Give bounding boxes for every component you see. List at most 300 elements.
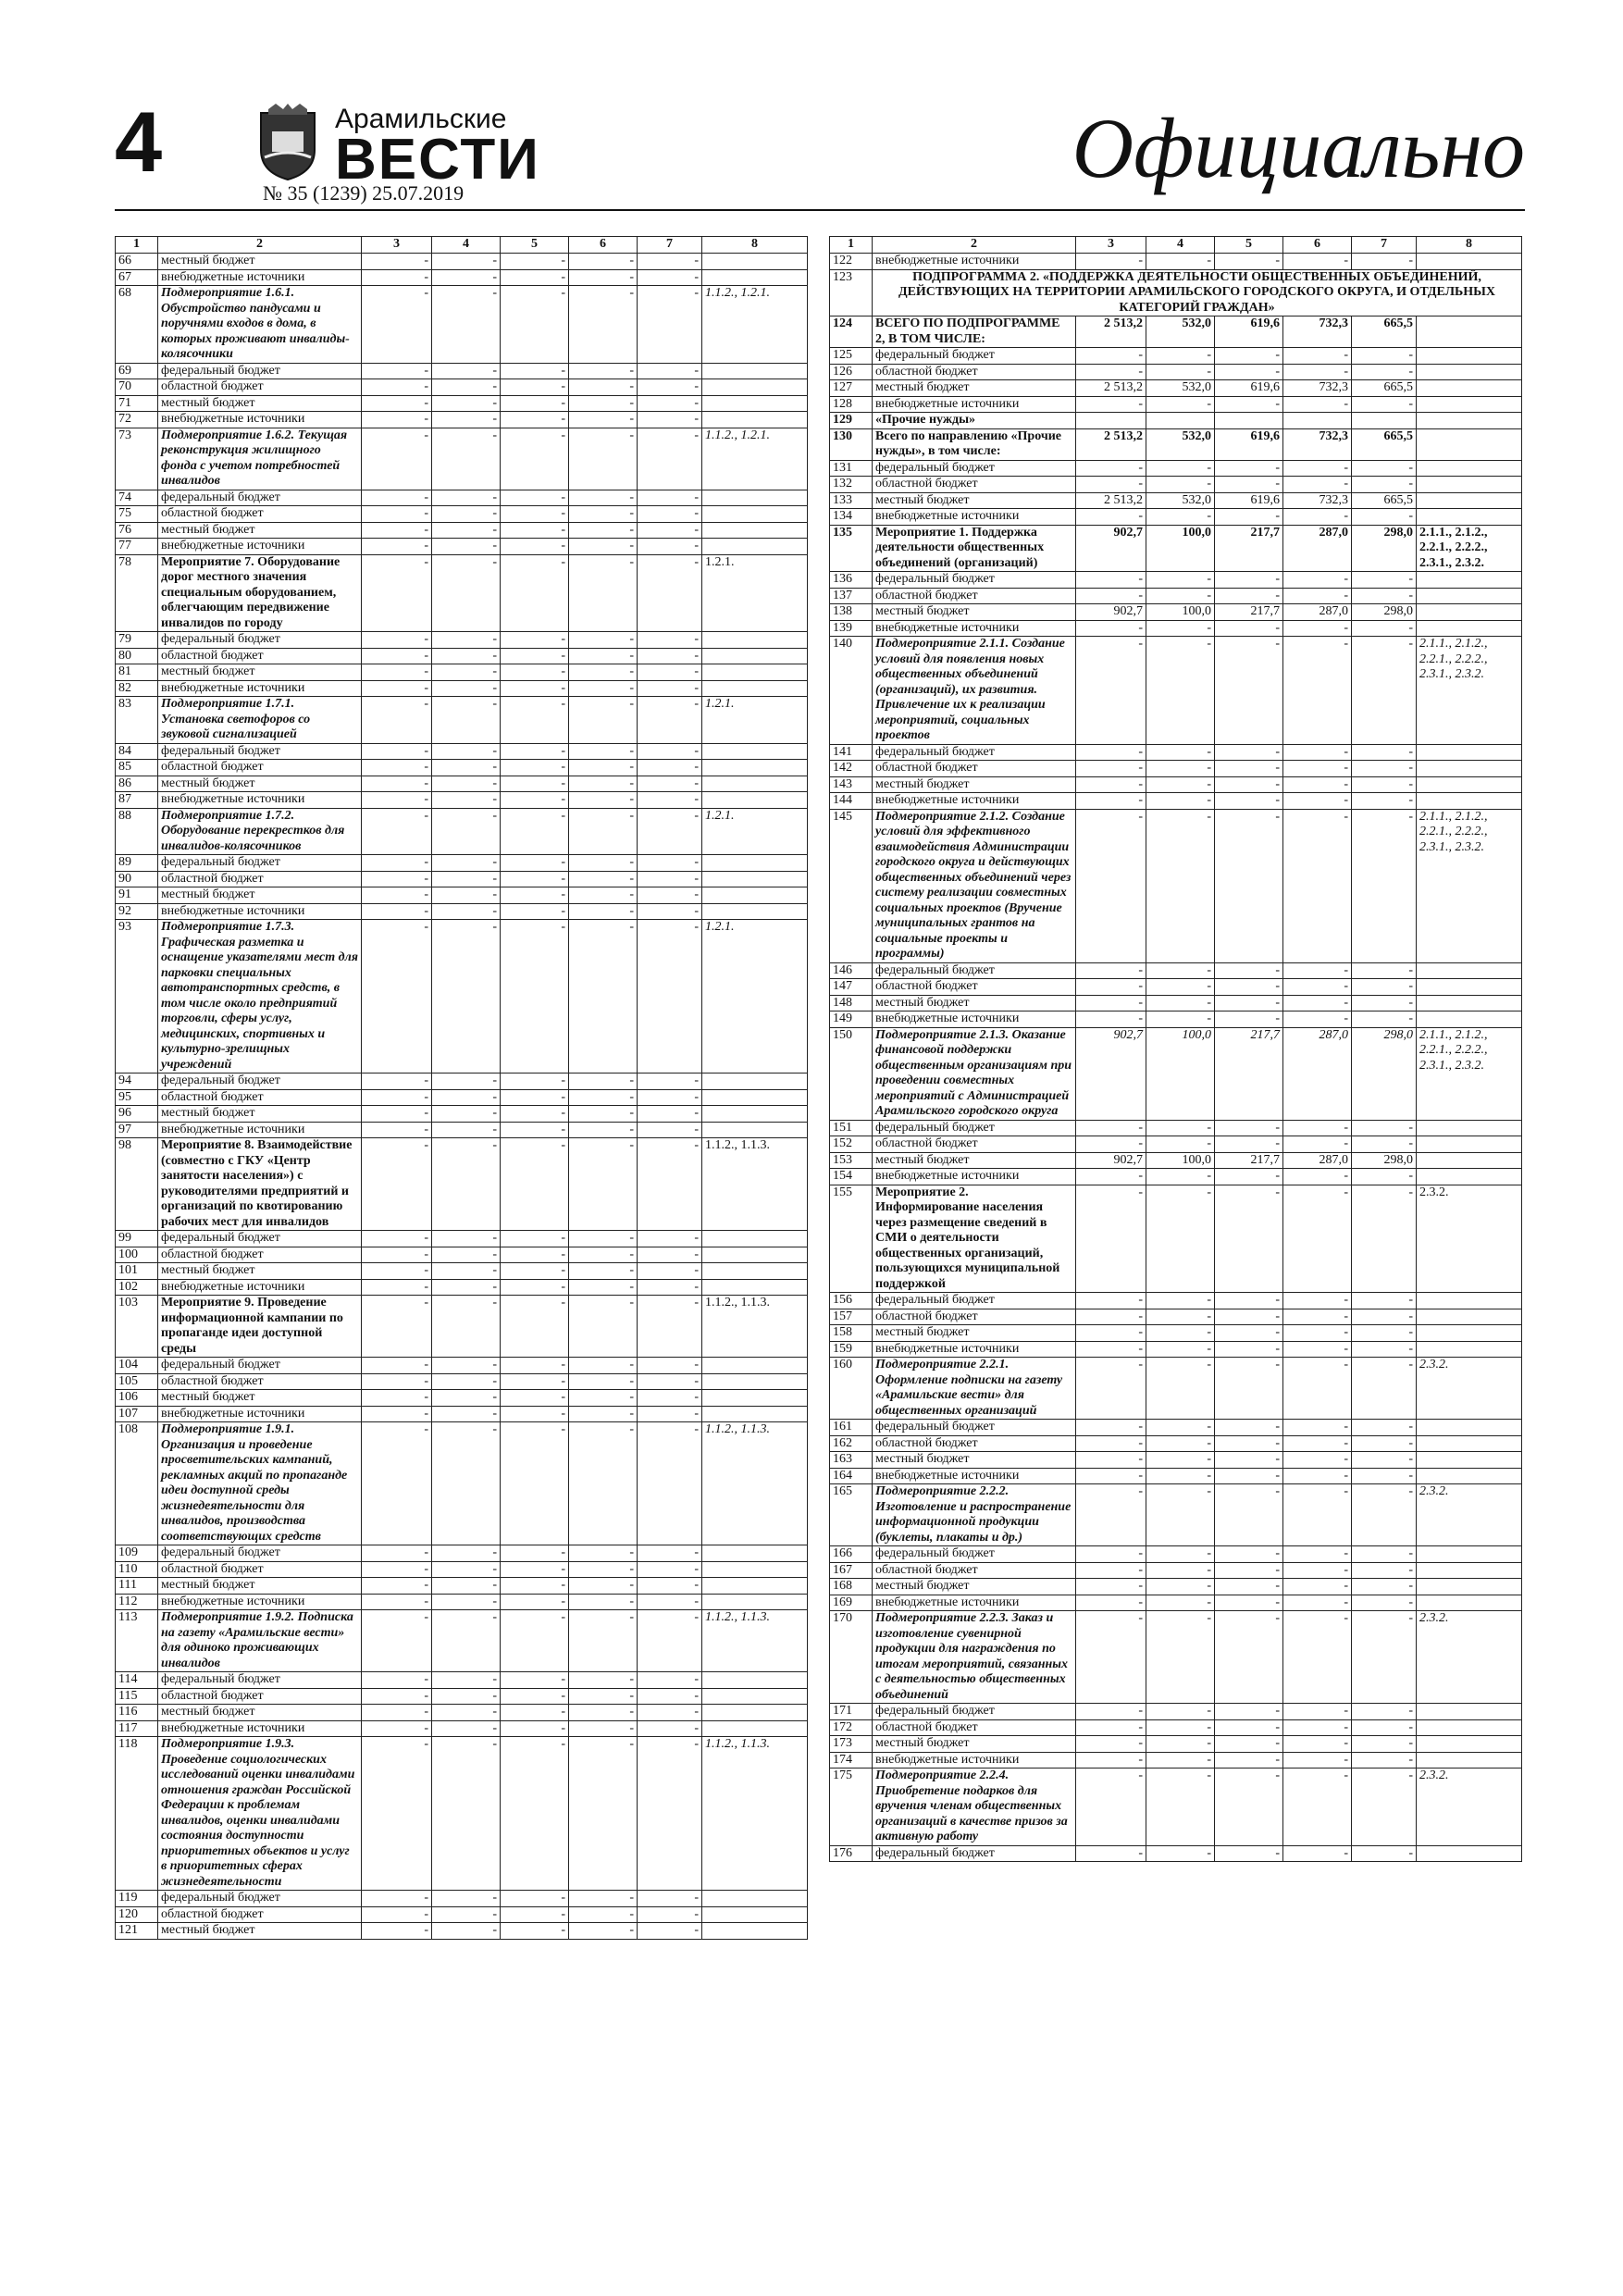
value-cell: - <box>569 1247 638 1263</box>
value-cell: - <box>1146 962 1215 979</box>
target-codes: 1.1.2., 1.1.3. <box>702 1610 808 1672</box>
row-number: 79 <box>116 632 158 649</box>
value-cell: - <box>638 379 702 396</box>
value-cell: - <box>501 554 569 632</box>
row-number: 132 <box>830 477 873 493</box>
value-cell: - <box>1215 962 1283 979</box>
value-cell: - <box>1146 744 1215 761</box>
value-cell: - <box>1215 1562 1283 1579</box>
target-codes <box>702 1705 808 1721</box>
value-cell: - <box>569 855 638 872</box>
value-cell: - <box>501 1406 569 1422</box>
value-cell: - <box>569 1891 638 1907</box>
table-row <box>830 1309 1522 1325</box>
value-cell: - <box>1146 1309 1215 1325</box>
target-codes <box>1417 1309 1522 1325</box>
value-cell: - <box>362 1138 432 1231</box>
value-cell: - <box>638 1594 702 1610</box>
target-codes: 2.3.2. <box>1417 1358 1522 1420</box>
row-description: внебюджетные источники <box>873 509 1076 526</box>
value-cell: - <box>1215 809 1283 962</box>
value-cell: - <box>1076 1468 1146 1484</box>
table-row <box>830 1120 1522 1136</box>
value-cell: - <box>1076 1169 1146 1185</box>
value-cell: - <box>569 539 638 555</box>
value-cell: - <box>362 1578 432 1595</box>
row-description: областной бюджет <box>873 477 1076 493</box>
table-row <box>116 760 808 776</box>
value-cell: - <box>432 1923 501 1940</box>
value-cell: - <box>569 664 638 681</box>
value-cell: 2 513,2 <box>1076 380 1146 397</box>
value-cell: - <box>569 1422 638 1545</box>
target-codes: 2.1.1., 2.1.2., 2.2.1., 2.2.2., 2.3.1., 2.3.2. <box>1417 637 1522 745</box>
value-cell: - <box>362 363 432 379</box>
value-cell: - <box>501 1390 569 1407</box>
value-cell: - <box>1215 1325 1283 1342</box>
value-cell: - <box>432 395 501 412</box>
value-cell: - <box>569 1672 638 1689</box>
value-cell: - <box>569 554 638 632</box>
table-row <box>116 1373 808 1390</box>
value-cell: - <box>638 1561 702 1578</box>
row-description: федеральный бюджет <box>873 572 1076 589</box>
row-number: 176 <box>830 1845 873 1862</box>
row-number: 77 <box>116 539 158 555</box>
value-cell: - <box>1283 348 1352 365</box>
value-cell: - <box>1146 776 1215 793</box>
row-number: 169 <box>830 1595 873 1611</box>
row-number: 106 <box>116 1390 158 1407</box>
value-cell: - <box>1283 396 1352 413</box>
value-cell: - <box>569 286 638 364</box>
row-description: Подмероприятие 2.2.4. Приобретение подарков для вручения членам общественных организаций в качестве призов за активную работу <box>873 1769 1076 1846</box>
row-description: местный бюджет <box>873 1325 1076 1342</box>
value-cell: - <box>501 1906 569 1923</box>
table-row <box>830 1719 1522 1736</box>
row-number: 140 <box>830 637 873 745</box>
row-number: 99 <box>116 1231 158 1247</box>
value-cell: - <box>1283 254 1352 270</box>
col-header: 6 <box>1283 237 1352 254</box>
value-cell: - <box>1352 1309 1417 1325</box>
table-row <box>116 1705 808 1721</box>
value-cell: - <box>362 1545 432 1562</box>
issue-info: № 35 (1239) 25.07.2019 <box>263 181 465 205</box>
table-row <box>830 1736 1522 1753</box>
row-number: 76 <box>116 522 158 539</box>
value-cell: - <box>1283 962 1352 979</box>
value-cell: - <box>362 1247 432 1263</box>
value-cell: - <box>362 1406 432 1422</box>
value-cell: - <box>1352 1719 1417 1736</box>
row-number: 113 <box>116 1610 158 1672</box>
target-codes <box>1417 1546 1522 1563</box>
target-codes <box>702 632 808 649</box>
row-description: федеральный бюджет <box>158 1358 362 1374</box>
value-cell: - <box>1215 1136 1283 1153</box>
value-cell: 732,3 <box>1283 492 1352 509</box>
value-cell: - <box>1352 1293 1417 1309</box>
target-codes <box>702 1891 808 1907</box>
target-codes: 2.3.2. <box>1417 1769 1522 1846</box>
value-cell: - <box>1215 396 1283 413</box>
table-row <box>830 492 1522 509</box>
value-cell: - <box>1283 1435 1352 1452</box>
row-description: местный бюджет <box>158 1263 362 1280</box>
table-row <box>830 1325 1522 1342</box>
target-codes: 2.1.1., 2.1.2., 2.2.1., 2.2.2., 2.3.1., 2.3.2. <box>1417 1027 1522 1120</box>
table-row <box>830 460 1522 477</box>
value-cell: - <box>432 1358 501 1374</box>
row-description: областной бюджет <box>158 379 362 396</box>
value-cell: - <box>638 776 702 792</box>
table-row <box>830 1579 1522 1595</box>
row-description: федеральный бюджет <box>873 1120 1076 1136</box>
row-number: 109 <box>116 1545 158 1562</box>
target-codes <box>1417 761 1522 777</box>
value-cell: - <box>362 1906 432 1923</box>
value-cell: - <box>432 648 501 664</box>
row-description: местный бюджет <box>158 1705 362 1721</box>
value-cell: - <box>569 920 638 1074</box>
value-cell: - <box>501 506 569 523</box>
row-number: 116 <box>116 1705 158 1721</box>
row-number: 124 <box>830 316 873 348</box>
value-cell: - <box>501 286 569 364</box>
table-row <box>116 1923 808 1940</box>
value-cell: - <box>569 1373 638 1390</box>
value-cell: - <box>362 808 432 855</box>
table-row <box>830 1136 1522 1153</box>
target-codes <box>1417 604 1522 621</box>
row-description: Подмероприятие 1.6.1. Обустройство пандусами и поручнями входов в дома, в которых проживают инвалиды-колясочники <box>158 286 362 364</box>
table-row <box>830 1293 1522 1309</box>
target-codes <box>1417 1704 1522 1720</box>
value-cell: - <box>1352 396 1417 413</box>
value-cell: - <box>1076 1293 1146 1309</box>
value-cell: - <box>1146 1562 1215 1579</box>
target-codes <box>1417 477 1522 493</box>
value-cell: - <box>1352 364 1417 380</box>
value-cell: - <box>501 887 569 904</box>
value-cell: - <box>1352 1325 1417 1342</box>
value-cell: - <box>432 1279 501 1296</box>
value-cell: - <box>1146 588 1215 604</box>
row-number: 85 <box>116 760 158 776</box>
value-cell: - <box>569 1106 638 1123</box>
row-number: 96 <box>116 1106 158 1123</box>
target-codes <box>702 855 808 872</box>
value-cell: - <box>1352 572 1417 589</box>
table-row <box>830 1169 1522 1185</box>
value-cell: - <box>638 286 702 364</box>
value-cell: - <box>638 1358 702 1374</box>
value-cell: - <box>1283 793 1352 810</box>
target-codes <box>1417 1325 1522 1342</box>
row-number: 72 <box>116 412 158 428</box>
table-row <box>116 1891 808 1907</box>
value-cell: 902,7 <box>1076 525 1146 572</box>
value-cell: 732,3 <box>1283 316 1352 348</box>
table-row <box>116 1106 808 1123</box>
value-cell: - <box>362 379 432 396</box>
value-cell: - <box>362 412 432 428</box>
table-row <box>830 637 1522 745</box>
value-cell: - <box>569 379 638 396</box>
value-cell: - <box>362 1923 432 1940</box>
value-cell: - <box>1352 1579 1417 1595</box>
value-cell: - <box>501 792 569 809</box>
value-cell: - <box>432 1688 501 1705</box>
value-cell: - <box>1076 1325 1146 1342</box>
row-description: внебюджетные источники <box>158 1279 362 1296</box>
value-cell: - <box>501 1578 569 1595</box>
col-header: 5 <box>501 237 569 254</box>
value-cell: - <box>1352 1185 1417 1293</box>
value-cell: - <box>569 632 638 649</box>
table-row <box>116 379 808 396</box>
row-number: 171 <box>830 1704 873 1720</box>
row-description: федеральный бюджет <box>873 1546 1076 1563</box>
value-cell: - <box>362 1279 432 1296</box>
value-cell: - <box>1215 637 1283 745</box>
value-cell: - <box>1215 995 1283 1011</box>
table-row <box>116 1688 808 1705</box>
value-cell: - <box>501 1923 569 1940</box>
table-row <box>116 1672 808 1689</box>
row-description: федеральный бюджет <box>158 1545 362 1562</box>
row-description: внебюджетные источники <box>158 792 362 809</box>
target-codes <box>702 1672 808 1689</box>
row-description: Мероприятие 9. Проведение информационной кампании по пропаганде идеи доступной среды <box>158 1296 362 1358</box>
value-cell: - <box>1146 1579 1215 1595</box>
target-codes <box>702 1923 808 1940</box>
col-header: 4 <box>432 237 501 254</box>
row-number: 98 <box>116 1138 158 1231</box>
value-cell: - <box>638 1231 702 1247</box>
value-cell: - <box>1352 477 1417 493</box>
table-row <box>116 632 808 649</box>
value-cell: - <box>569 1594 638 1610</box>
target-codes <box>1417 413 1522 429</box>
target-codes <box>1417 1719 1522 1736</box>
row-number: 83 <box>116 697 158 744</box>
value-cell: - <box>1352 620 1417 637</box>
value-cell: - <box>638 1279 702 1296</box>
value-cell: - <box>432 1720 501 1737</box>
value-cell: - <box>501 1074 569 1090</box>
row-number: 100 <box>116 1247 158 1263</box>
table-row <box>830 525 1522 572</box>
value-cell: - <box>432 539 501 555</box>
value-cell: - <box>638 680 702 697</box>
target-codes <box>1417 793 1522 810</box>
value-cell: - <box>1146 477 1215 493</box>
table-row <box>830 588 1522 604</box>
target-codes <box>1417 1468 1522 1484</box>
value-cell: - <box>432 1373 501 1390</box>
value-cell: - <box>1283 1595 1352 1611</box>
value-cell: 287,0 <box>1283 1152 1352 1169</box>
table-row <box>116 1737 808 1891</box>
target-codes: 1.1.2., 1.2.1. <box>702 428 808 490</box>
value-cell: - <box>1076 1752 1146 1769</box>
value-cell: - <box>362 664 432 681</box>
value-cell: - <box>1215 1484 1283 1546</box>
row-number: 70 <box>116 379 158 396</box>
value-cell: - <box>432 490 501 506</box>
value-cell: 532,0 <box>1146 492 1215 509</box>
value-cell: - <box>1352 1611 1417 1704</box>
value-cell: - <box>1352 1845 1417 1862</box>
value-cell: - <box>1283 509 1352 526</box>
value-cell: - <box>1146 979 1215 996</box>
value-cell: - <box>1283 364 1352 380</box>
value-cell: - <box>1076 396 1146 413</box>
value-cell: - <box>432 286 501 364</box>
table-row <box>830 1452 1522 1469</box>
row-description: местный бюджет <box>158 1106 362 1123</box>
value-cell: - <box>1352 1752 1417 1769</box>
target-codes <box>1417 1595 1522 1611</box>
value-cell: - <box>362 428 432 490</box>
row-number: 91 <box>116 887 158 904</box>
target-codes <box>1417 995 1522 1011</box>
target-codes <box>702 680 808 697</box>
value-cell: - <box>1352 1169 1417 1185</box>
value-cell: - <box>1283 1341 1352 1358</box>
value-cell: - <box>1215 1341 1283 1358</box>
table-row <box>116 254 808 270</box>
table-row <box>116 428 808 490</box>
target-codes: 2.1.1., 2.1.2., 2.2.1., 2.2.2., 2.3.1., 2.3.2. <box>1417 525 1522 572</box>
value-cell: - <box>432 1705 501 1721</box>
value-cell: - <box>432 1106 501 1123</box>
value-cell: - <box>362 1594 432 1610</box>
row-number: 123 <box>830 269 873 316</box>
value-cell: - <box>1076 1845 1146 1862</box>
value-cell: - <box>1076 979 1146 996</box>
target-codes: 2.1.1., 2.1.2., 2.2.1., 2.2.2., 2.3.1., 2.3.2. <box>1417 809 1522 962</box>
value-cell: - <box>501 632 569 649</box>
value-cell: - <box>501 1610 569 1672</box>
value-cell: - <box>1352 1435 1417 1452</box>
row-description: внебюджетные источники <box>873 1595 1076 1611</box>
value-cell: - <box>1283 1752 1352 1769</box>
value-cell: - <box>432 855 501 872</box>
value-cell: - <box>1215 1468 1283 1484</box>
target-codes <box>1417 1011 1522 1028</box>
target-codes <box>702 269 808 286</box>
row-description: Всего по направлению «Прочие нужды», в том числе: <box>873 428 1076 460</box>
row-description: ВСЕГО ПО ПОДПРОГРАММЕ 2, В ТОМ ЧИСЛЕ: <box>873 316 1076 348</box>
value-cell: - <box>569 1263 638 1280</box>
value-cell: - <box>569 903 638 920</box>
value-cell: - <box>432 1594 501 1610</box>
value-cell: - <box>432 506 501 523</box>
value-cell: 298,0 <box>1352 525 1417 572</box>
table-row <box>830 348 1522 365</box>
value-cell: - <box>1283 1309 1352 1325</box>
value-cell: - <box>638 539 702 555</box>
table-row <box>116 697 808 744</box>
col-header: 2 <box>873 237 1076 254</box>
value-cell: - <box>1146 1468 1215 1484</box>
target-codes <box>1417 316 1522 348</box>
value-cell: - <box>638 1138 702 1231</box>
row-number: 143 <box>830 776 873 793</box>
row-number: 103 <box>116 1296 158 1358</box>
table-row <box>116 539 808 555</box>
row-number: 95 <box>116 1089 158 1106</box>
row-description: областной бюджет <box>873 1435 1076 1452</box>
value-cell: - <box>1146 793 1215 810</box>
table-row <box>830 413 1522 429</box>
row-number: 168 <box>830 1579 873 1595</box>
target-codes <box>702 1263 808 1280</box>
value-cell: 665,5 <box>1352 380 1417 397</box>
row-number: 120 <box>116 1906 158 1923</box>
target-codes <box>1417 620 1522 637</box>
value-cell: - <box>1352 254 1417 270</box>
table-row <box>830 1435 1522 1452</box>
value-cell: - <box>569 1545 638 1562</box>
budget-table-left <box>115 236 808 1940</box>
value-cell: - <box>1283 1293 1352 1309</box>
row-description: федеральный бюджет <box>873 348 1076 365</box>
target-codes <box>702 1906 808 1923</box>
value-cell: - <box>638 522 702 539</box>
value-cell: - <box>569 1688 638 1705</box>
value-cell: - <box>432 680 501 697</box>
value-cell: - <box>1283 572 1352 589</box>
row-description: внебюджетные источники <box>873 1752 1076 1769</box>
value-cell: - <box>1146 1736 1215 1753</box>
value-cell: - <box>1215 509 1283 526</box>
value-cell: - <box>1283 620 1352 637</box>
coat-of-arms-icon <box>255 104 320 181</box>
table-row <box>116 1390 808 1407</box>
value-cell: - <box>1283 1546 1352 1563</box>
table-row <box>830 1546 1522 1563</box>
table-row <box>830 572 1522 589</box>
row-description: Мероприятие 2. Информирование населения через размещение сведений в СМИ о деятельности общественных организаций, пользующихся муниципальной поддержкой <box>873 1185 1076 1293</box>
target-codes <box>702 648 808 664</box>
value-cell: - <box>1352 1704 1417 1720</box>
table-row <box>830 1484 1522 1546</box>
value-cell: - <box>1283 1484 1352 1546</box>
value-cell: - <box>362 680 432 697</box>
value-cell: - <box>1283 1769 1352 1846</box>
table-row <box>116 648 808 664</box>
value-cell: - <box>1352 1341 1417 1358</box>
value-cell: 298,0 <box>1352 1027 1417 1120</box>
row-description: Подмероприятие 1.9.2. Подписка на газету «Арамильские вести» для одиноко проживающих инвалидов <box>158 1610 362 1672</box>
row-number: 97 <box>116 1122 158 1138</box>
value-cell: - <box>1283 1420 1352 1436</box>
row-number: 126 <box>830 364 873 380</box>
value-cell: - <box>638 412 702 428</box>
value-cell: - <box>638 1089 702 1106</box>
value-cell: - <box>432 254 501 270</box>
value-cell: - <box>1076 1546 1146 1563</box>
row-number: 158 <box>830 1325 873 1342</box>
row-number: 125 <box>830 348 873 365</box>
target-codes: 2.3.2. <box>1417 1484 1522 1546</box>
row-description: внебюджетные источники <box>873 1011 1076 1028</box>
value-cell: - <box>362 506 432 523</box>
